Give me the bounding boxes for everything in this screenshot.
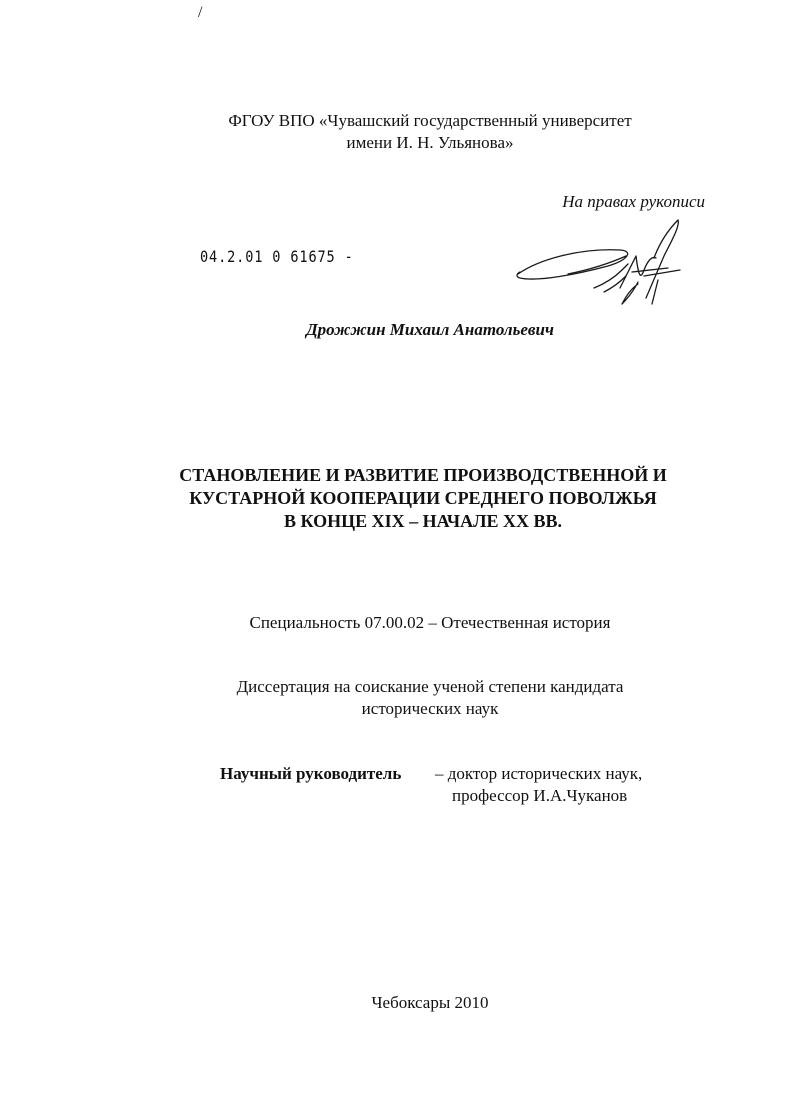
supervisor-line-1: – доктор исторических наук,: [435, 764, 643, 783]
title-line-2: КУСТАРНОЙ КООПЕРАЦИИ СРЕДНЕГО ПОВОЛЖЬЯ: [189, 488, 657, 508]
supervisor-label: Научный руководитель: [220, 764, 402, 783]
supervisor-details: [435, 763, 642, 807]
footer-place-year: Чебоксары 2010: [371, 993, 489, 1012]
institution-header: [0, 110, 799, 154]
supervisor-line-2: профессор И.А.Чуканов: [452, 786, 628, 805]
corner-mark: /: [198, 4, 203, 21]
manuscript-note: На правах рукописи: [562, 192, 705, 211]
author-name: Дрожжин Михаил Анатольевич: [306, 320, 554, 339]
dissertation-statement: [0, 676, 799, 720]
dissertation-title: [0, 464, 799, 533]
title-line-3: В КОНЦЕ XIX – НАЧАЛЕ XX ВВ.: [283, 511, 563, 531]
signature-icon: [508, 212, 688, 312]
specialty: Специальность 07.00.02 – Отечественная история: [249, 613, 611, 632]
registry-number: 04.2.01 0 61675 -: [200, 247, 354, 266]
title-line-1: СТАНОВЛЕНИЕ И РАЗВИТИЕ ПРОИЗВОДСТВЕННОЙ И: [179, 465, 667, 485]
dissertation-line-2: исторических наук: [361, 699, 499, 718]
dissertation-line-1: Диссертация на соискание ученой степени кандидата: [236, 677, 624, 696]
institution-line-2: имени И. Н. Ульянова»: [346, 133, 514, 152]
institution-line-1: ФГОУ ВПО «Чувашский государственный университет: [228, 111, 632, 130]
